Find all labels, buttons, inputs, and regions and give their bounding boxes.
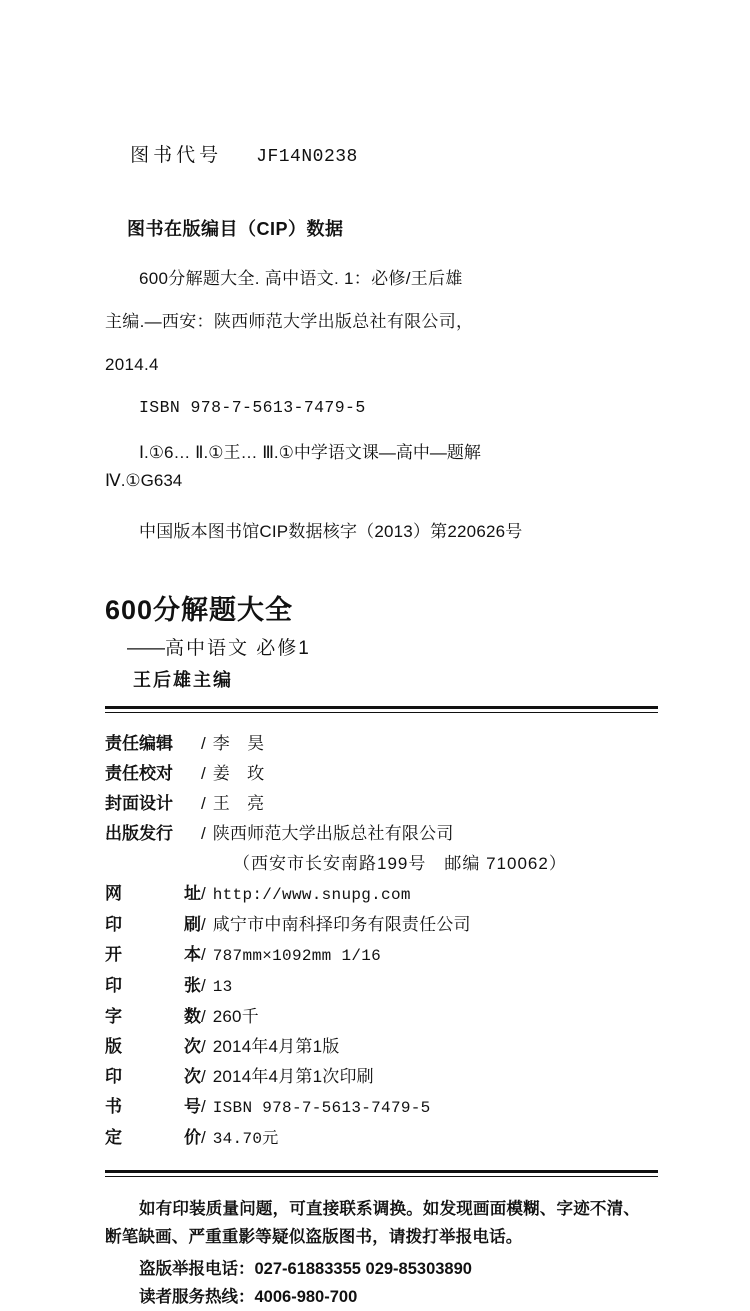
row-label: 出版发行	[105, 824, 173, 843]
row-label: 责任校对	[105, 764, 173, 783]
book-code-line	[105, 118, 658, 189]
divider-bottom	[105, 1170, 658, 1177]
row-value: http://www.snupg.com	[212, 886, 411, 904]
row-label: 定 价	[105, 1128, 201, 1147]
subtitle-dash: ——	[127, 638, 165, 659]
table-row	[105, 940, 658, 971]
cip-classification-line-2: Ⅳ.①G634	[105, 471, 183, 490]
row-label: 责任编辑	[105, 734, 173, 753]
row-slash: /	[201, 1007, 206, 1026]
row-value: 34.70元	[212, 1130, 279, 1148]
book-subtitle	[127, 633, 658, 660]
book-code-value: JF14N0238	[256, 147, 358, 167]
row-label: 开 本	[105, 945, 201, 964]
row-label: 字 数	[105, 1007, 201, 1026]
colophon-table	[105, 729, 658, 1154]
table-row	[105, 759, 658, 789]
cip-classification-line-1: Ⅰ.①6… Ⅱ.①王… Ⅲ.①中学语文课—高中—题解	[139, 443, 481, 462]
cip-isbn: ISBN 978-7-5613-7479-5	[139, 398, 366, 417]
row-label: 印 刷	[105, 915, 201, 934]
row-label: 网 址	[105, 884, 201, 903]
table-row	[105, 819, 658, 849]
divider-top	[105, 706, 658, 713]
row-value: 陕西师范大学出版总社有限公司	[212, 824, 454, 843]
row-slash: /	[201, 824, 206, 843]
row-label: 印 张	[105, 976, 201, 995]
row-value: 787mm×1092mm 1/16	[212, 947, 382, 965]
table-row	[105, 971, 658, 1002]
row-slash: /	[201, 915, 206, 934]
row-value: ISBN 978-7-5613-7479-5	[212, 1099, 431, 1117]
row-value: 李 昊	[212, 734, 265, 753]
table-row	[105, 910, 658, 940]
table-row	[105, 1032, 658, 1062]
row-label: 封面设计	[105, 794, 173, 813]
row-slash: /	[201, 1067, 206, 1086]
row-value: 姜 玫	[212, 764, 265, 783]
book-code-label: 图书代号	[130, 145, 223, 166]
table-row	[105, 1062, 658, 1092]
subtitle-text: 高中语文 必修1	[165, 638, 311, 659]
row-label: 版 次	[105, 1037, 201, 1056]
row-value: 2014年4月第1版	[212, 1037, 340, 1056]
row-slash: /	[201, 794, 206, 813]
cip-entry-line-3: 2014.4	[105, 355, 159, 374]
cip-entry-line-1: 600分解题大全. 高中语文. 1：必修/王后雄	[139, 269, 463, 288]
row-value: 咸宁市中南科择印务有限责任公司	[212, 915, 471, 934]
cip-classification	[105, 439, 658, 495]
anti-piracy-notice	[105, 1195, 658, 1311]
table-row	[105, 789, 658, 819]
table-row	[105, 729, 658, 759]
notice-line-1: 如有印装质量问题，可直接联系调换。如发现画面模糊、字迹不清、	[139, 1200, 640, 1218]
row-value: 王 亮	[212, 794, 265, 813]
cip-record-number: 中国版本图书馆CIP数据核字（2013）第220626号	[139, 522, 523, 541]
row-label: 书 号	[105, 1097, 201, 1116]
table-row	[105, 879, 658, 910]
notice-line-2: 断笔缺画、严重重影等疑似盗版图书，请拨打举报电话。	[105, 1228, 523, 1246]
row-slash: /	[201, 734, 206, 753]
cip-entry-line-2: 主编.—西安：陕西师范大学出版总社有限公司，	[105, 312, 474, 331]
row-slash: /	[201, 1097, 206, 1116]
book-title: 600分解题大全	[105, 595, 294, 625]
row-slash: /	[201, 884, 206, 903]
row-slash: /	[201, 1037, 206, 1056]
row-slash: /	[201, 764, 206, 783]
row-slash: /	[201, 945, 206, 964]
row-value: 2014年4月第1次印刷	[212, 1067, 374, 1086]
book-editor: 王后雄主编	[133, 670, 233, 690]
row-label: 印 次	[105, 1067, 201, 1086]
row-slash: /	[201, 976, 206, 995]
reader-service-hotline: 读者服务热线：4006-980-700	[139, 1288, 358, 1306]
row-value: 13	[212, 978, 233, 996]
row-slash: /	[201, 1128, 206, 1147]
publisher-address: （西安市长安南路199号 邮编 710062）	[233, 854, 567, 873]
row-value: 260千	[212, 1007, 259, 1026]
table-row	[105, 1092, 658, 1123]
piracy-report-phone: 盗版举报电话：027-61883355 029-85303890	[139, 1260, 472, 1278]
table-row	[105, 1123, 658, 1154]
cip-section-title: 图书在版编目（CIP）数据	[127, 219, 344, 239]
table-row	[105, 1002, 658, 1032]
